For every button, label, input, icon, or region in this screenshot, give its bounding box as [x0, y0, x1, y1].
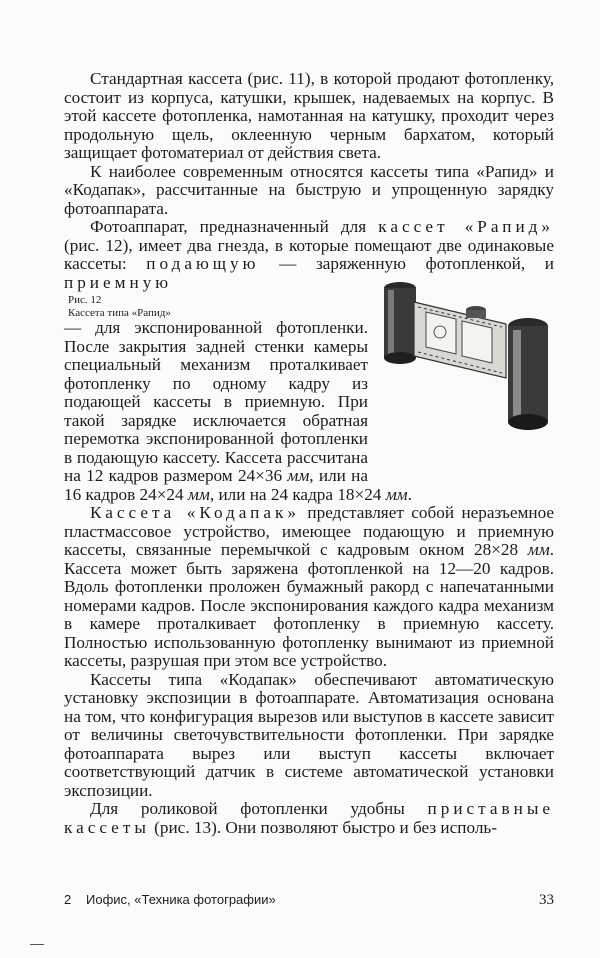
paragraph-standard-cassette: Стандартная кассета (рис. 11), в которой продают фотопленку, состоит из корпуса, катушки, крышек, надеваемых на корпус. В этой кассете фотопленка, намотанная на катушку, проходит через продольную щель, оклеенную черным бархатом, который защищает фотоматериал от действия света. — [64, 69, 554, 162]
text-fragment: . — [407, 484, 412, 504]
rapid-cassette-illustration — [378, 274, 554, 442]
text-fragment: (рис. 13). Они позволяют быстро и без исполь- — [154, 817, 497, 837]
scan-mark — [30, 944, 44, 945]
paragraph-kodapak-cassette — [64, 504, 554, 671]
caption-number: Рис. 12 — [68, 294, 102, 306]
unit-mm: мм — [385, 484, 408, 504]
unit-mm: мм — [187, 484, 210, 504]
page-text — [64, 70, 554, 837]
unit-mm: мм — [527, 540, 550, 559]
emphasis-kodapak: Кассета «Кодапак» — [90, 503, 300, 522]
text-fragment: , или на 24 кадра 18×24 — [209, 484, 382, 504]
paragraph-kodapak-exposure: Кассеты типа «Кодапак» обеспечивают автоматическую установку экспозиции в фотоаппарате. Автоматизация основана на том, что конфигурация вырезов или выступов в кассете зависит от величины светочувствительности фотопленки. При зарядке фотоаппарата вырез или выступ кассеты включает соответствующий датчик в системе автоматической установки экспозиции. — [64, 669, 554, 800]
caption-title: Кассета типа «Рапид» — [68, 306, 171, 319]
text-fragment: Фотоаппарат, предназначенный для — [90, 217, 367, 236]
text-fragment: . Кассета может быть заряжена фотопленкой на 12—20 кадров. Вдоль фотопленки проложен бумажный ракорд с напечатанными номерами кадров. После экспонирования каждого кадра механизм в камере проталкивает фотопленку в приемную кассету. Полностью использованную фотопленку вынимают из приемной кассеты, разрушая при этом все устройство. — [64, 540, 554, 670]
text-fragment: — для экспонированной фотопленки. После закрытия задней стенки камеры специальный механизм проталкивает фотопленку по одному кадру из подающей кассеты в приемную. При такой зарядке исключается обратная перемотка экспонированной фотопленки в подающую кассету. Кассета рассчитана на 12 кадров размером 24×36 — [64, 318, 368, 485]
paragraph-roll-film — [64, 800, 554, 837]
text-fragment: представляет собой неразъемное пластмассовое устройство, имеющее подающую и приемную кассеты, связанные перемычкой с кадровым окном 28×28 — [64, 503, 555, 559]
unit-mm: мм — [287, 466, 310, 485]
text-fragment: Для роликовой фотопленки удобны — [90, 799, 405, 818]
page-number: 33 — [539, 892, 554, 908]
paragraph-rapid-cassette — [64, 218, 554, 504]
text-fragment: — заряженную фотопленкой, и — [279, 254, 554, 273]
signature-mark: 2 — [64, 892, 72, 907]
paragraph-modern-cassettes: К наиболее современным относятся кассеты типа «Рапид» и «Кодапак», рассчитанные на быструю и упрощенную зарядку фотоаппарата. — [64, 161, 554, 218]
emphasis-attachable: приставные кассеты — [64, 799, 554, 837]
emphasis-feeding: подающую — [146, 254, 260, 273]
text-fragment: , или на 16 кадров 24×24 — [64, 466, 368, 504]
emphasis-receiving: приемную — [64, 272, 173, 292]
source-title: Иофис, «Техника фотографии» — [86, 892, 276, 907]
text-fragment: (рис. 12), имеет два гнезда, в которые помещают две одинаковые кассеты: — [64, 235, 554, 273]
figure-rapid-cassette — [378, 274, 554, 470]
emphasis-rapid: кассет «Рапид» — [378, 217, 554, 236]
